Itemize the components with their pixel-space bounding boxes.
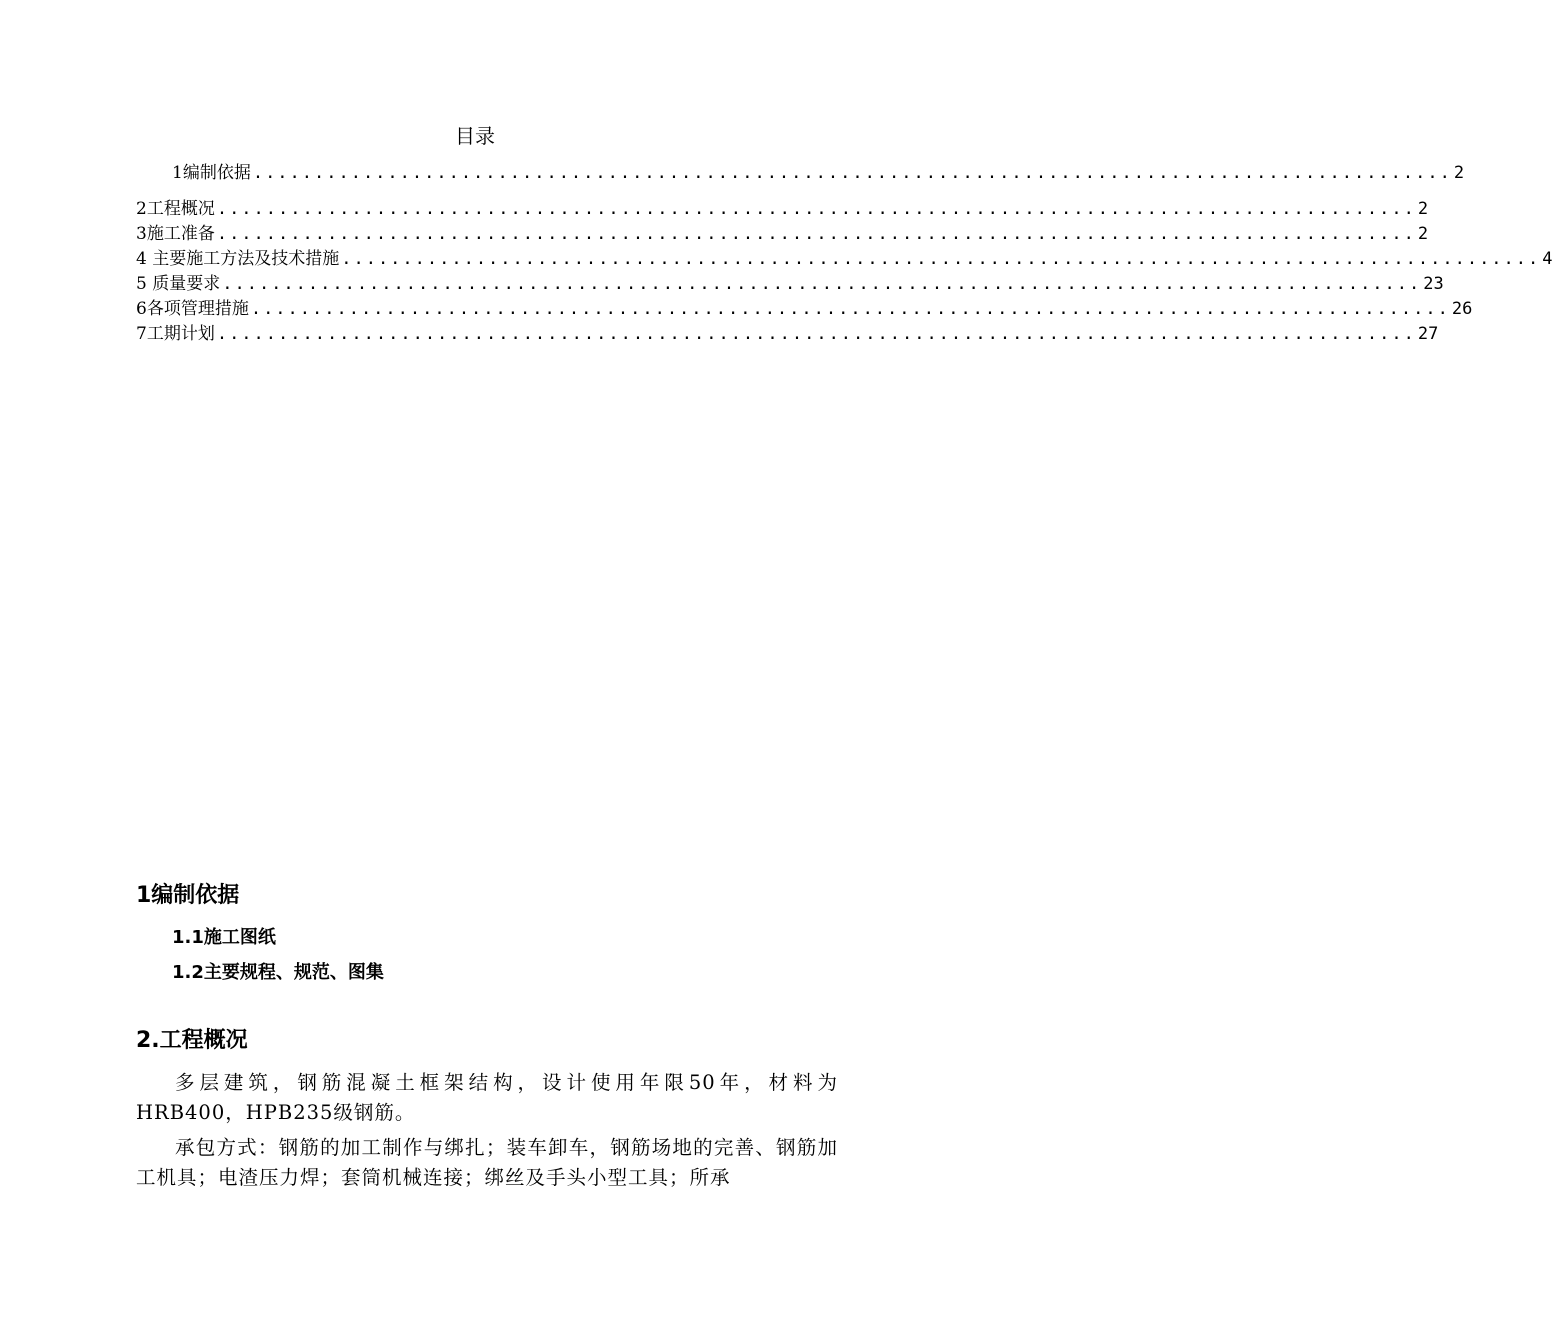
subsection-heading: 1.1施工图纸 xyxy=(172,927,276,948)
toc-entry[interactable] xyxy=(136,272,1444,296)
toc-entry[interactable] xyxy=(136,197,1429,221)
toc-entry[interactable] xyxy=(172,161,1465,185)
body-paragraph: 多层建筑，钢筋混凝土框架结构，设计使用年限50年，材料为HRB400，HPB235级钢筋。 xyxy=(136,1071,838,1124)
toc-entry-page: 2 xyxy=(1453,163,1465,183)
toc-dot-leader: .................................................................................................. xyxy=(216,324,1416,344)
toc-entry-page: 2 xyxy=(1417,199,1429,219)
toc-entry-label: 3施工准备 xyxy=(136,224,215,244)
section-heading: 2.工程概况 xyxy=(136,1028,248,1053)
toc-entry-page: 26 xyxy=(1451,299,1473,319)
toc-entry-label: 5 质量要求 xyxy=(136,274,221,294)
toc-entry-label: 4 主要施工方法及技术措施 xyxy=(136,249,340,269)
toc-entry-label: 6各项管理措施 xyxy=(136,299,249,319)
toc-dot-leader: .................................................................................................. xyxy=(216,199,1416,219)
toc-title: 目录 xyxy=(455,124,495,148)
toc-entry-label: 2工程概况 xyxy=(136,199,215,219)
section-heading: 1编制依据 xyxy=(136,883,240,908)
body-paragraph: 承包方式：钢筋的加工制作与绑扎；装车卸车，钢筋场地的完善、钢筋加工机具；电渣压力焊；套筒机械连接；绑丝及手头小型工具；所承 xyxy=(136,1136,838,1189)
toc-entry-label: 7工期计划 xyxy=(136,324,215,344)
toc-entry-page: 4 xyxy=(1542,249,1553,269)
toc-entry-page: 27 xyxy=(1417,324,1439,344)
toc-entry[interactable] xyxy=(136,222,1429,246)
toc-entry-label: 1编制依据 xyxy=(172,163,251,183)
toc-dot-leader: .................................................................................................. xyxy=(222,274,1422,294)
toc-entry[interactable] xyxy=(136,322,1439,346)
toc-dot-leader: .................................................................................................. xyxy=(341,249,1541,269)
toc-dot-leader: .................................................................................................. xyxy=(252,163,1452,183)
toc-dot-leader: .................................................................................................. xyxy=(250,299,1450,319)
toc-entry-page: 23 xyxy=(1423,274,1444,294)
toc-entry[interactable] xyxy=(136,247,1553,271)
toc-entry-page: 2 xyxy=(1417,224,1429,244)
subsection-heading: 1.2主要规程、规范、图集 xyxy=(172,962,384,983)
toc-dot-leader: .................................................................................................. xyxy=(216,224,1416,244)
toc-entry[interactable] xyxy=(136,297,1473,321)
